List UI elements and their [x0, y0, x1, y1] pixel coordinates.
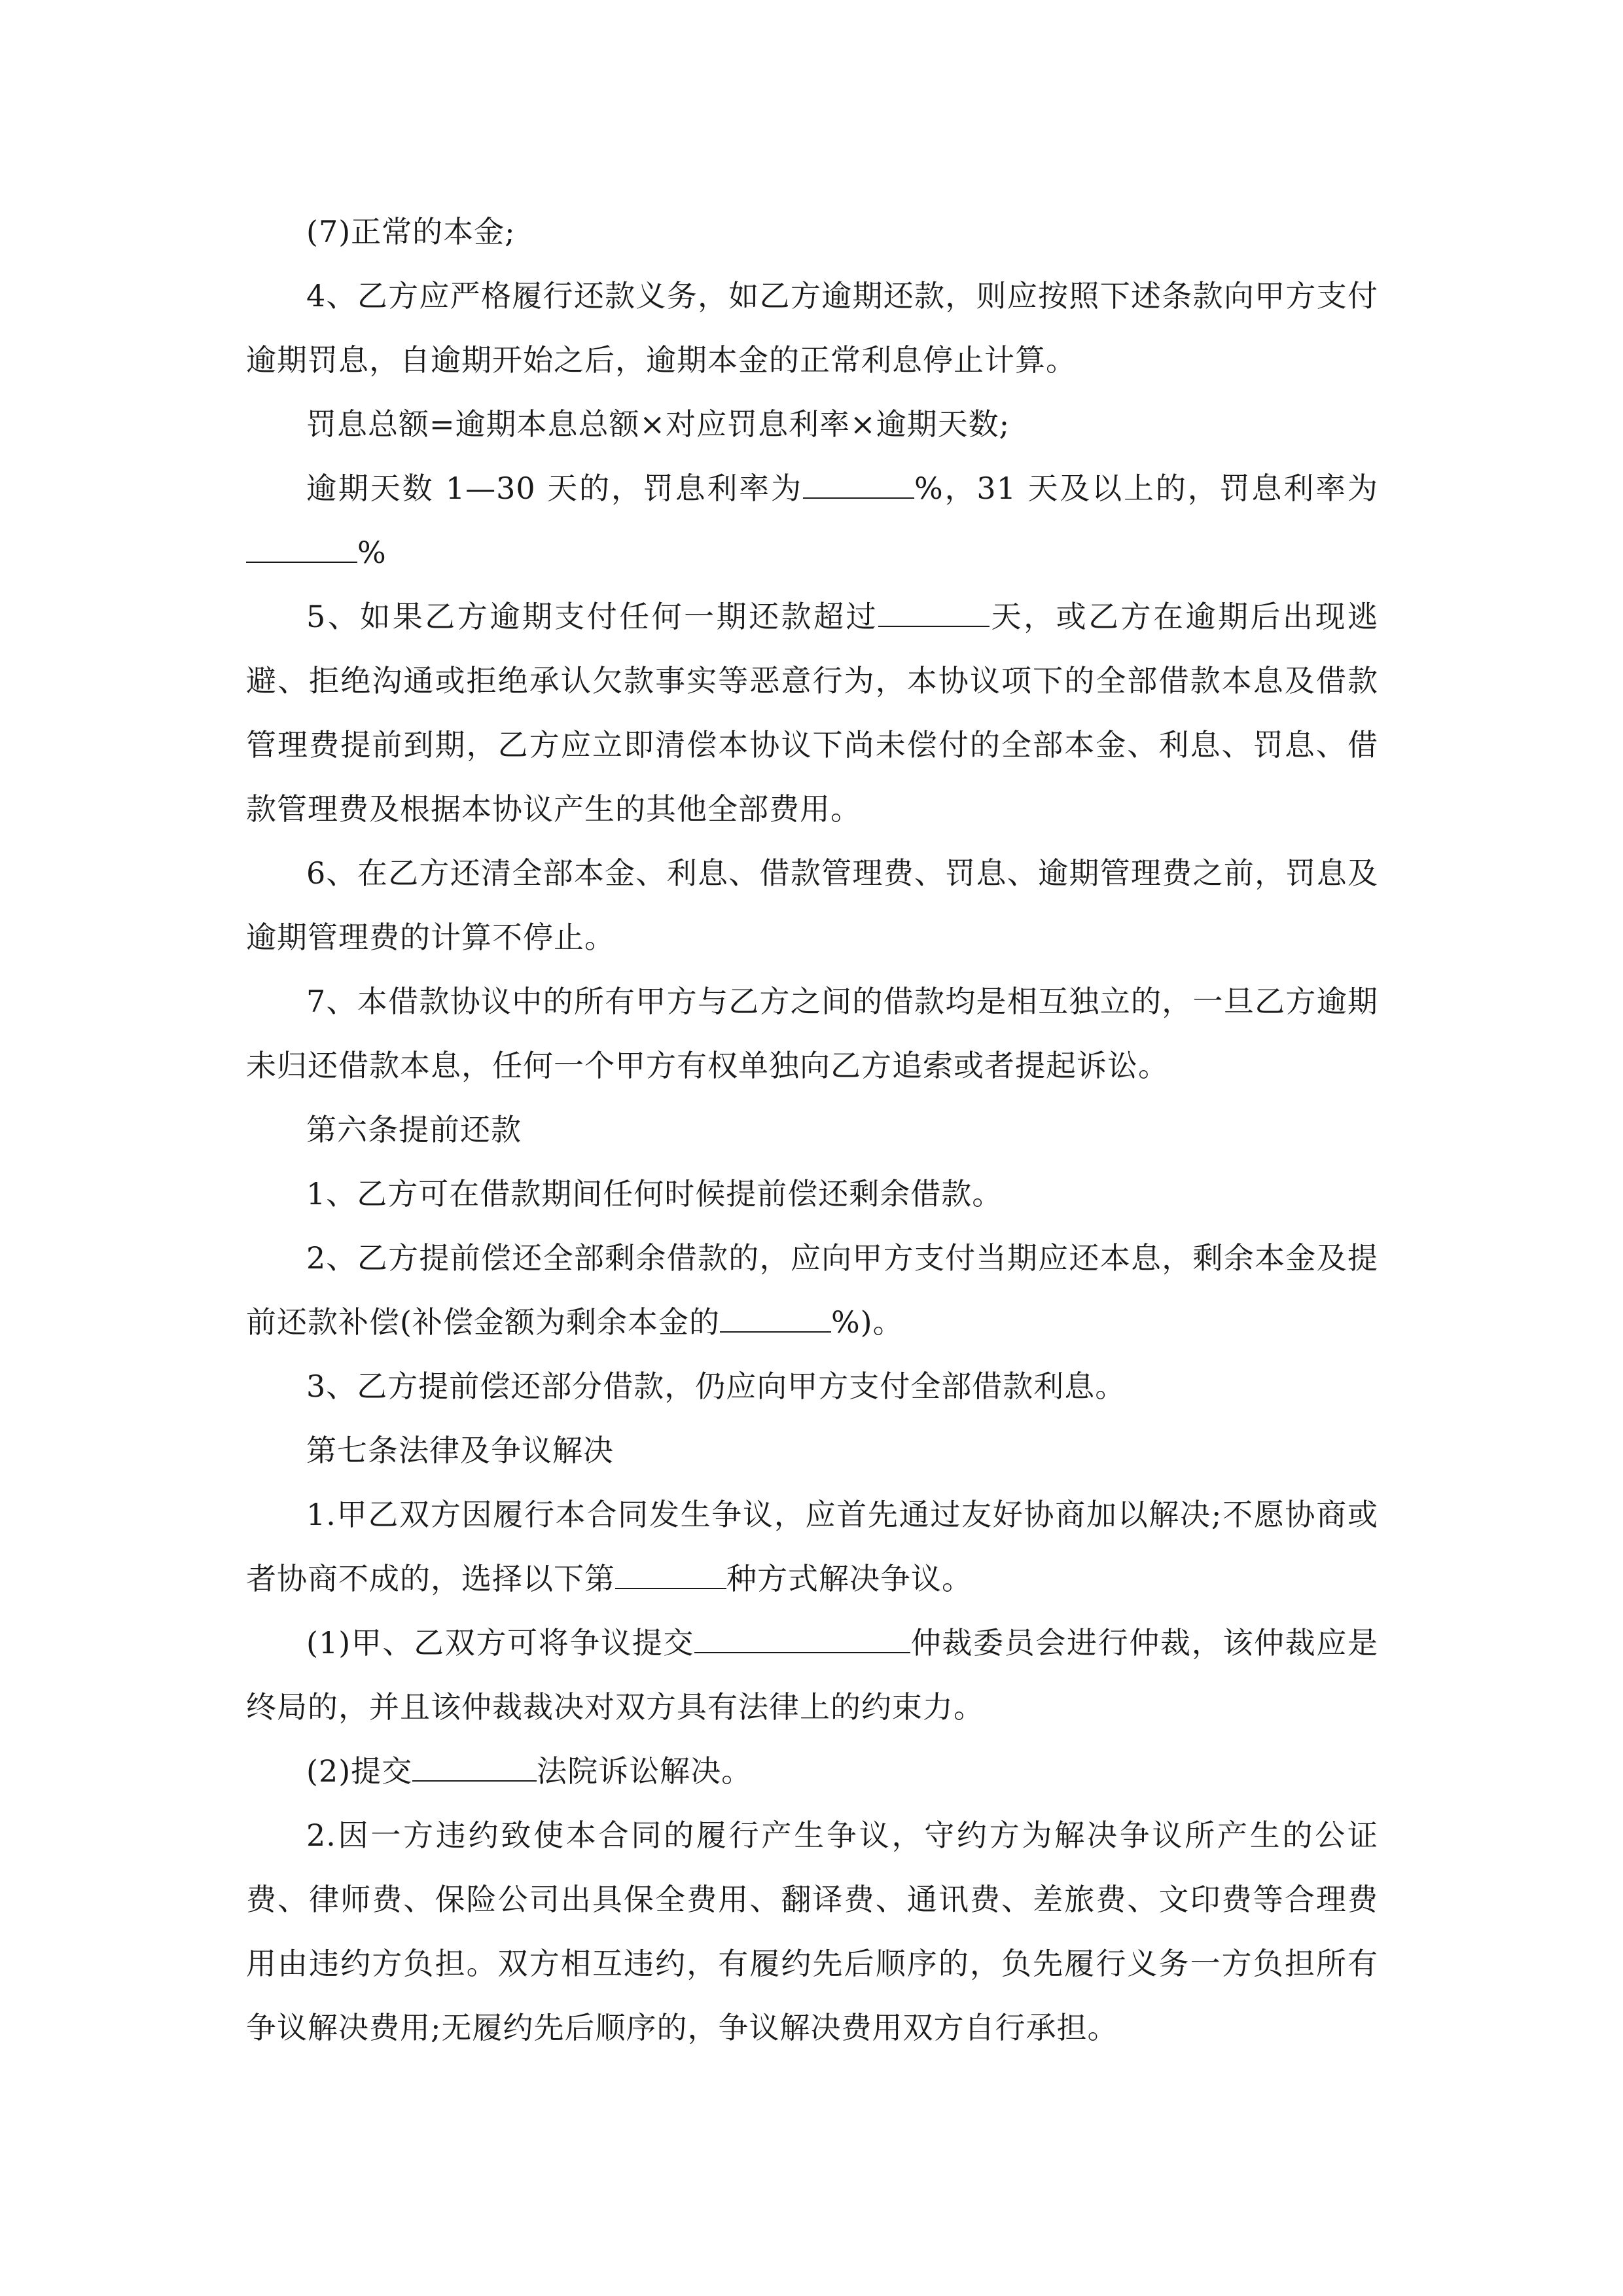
paragraph-repayment-obligation — [246, 264, 1378, 392]
paragraph-penalty-formula — [246, 392, 1378, 456]
paragraph-text: 仲裁委员会进行仲裁，该仲裁应是终局的，并且该仲裁裁决对双方具有法律上的约束力。 — [246, 1625, 1378, 1725]
paragraph-text: 天，或乙方在逾期后出现逃避、拒绝沟通或拒绝承认欠款事实等恶意行为，本协议项下的全部借款本息及借款管理费提前到期，乙方应立即清偿本协议下尚未偿付的全部本金、利息、罚息、借款管理费及根据本协议产生的其他全部费用。 — [246, 599, 1378, 827]
paragraph-text: 3、乙方提前偿还部分借款，仍应向甲方支付全部借款利息。 — [306, 1369, 1126, 1404]
paragraph-prepayment-allowed — [246, 1162, 1378, 1226]
paragraph-text: 1.甲乙双方因履行本合同发生争议，应首先通过友好协商加以解决;不愿协商或者协商不成的，选择以下第 — [246, 1497, 1378, 1596]
section-heading-dispute — [246, 1418, 1378, 1482]
paragraph-overdue-acceleration — [246, 584, 1378, 841]
fill-blank-rate-1[interactable] — [803, 463, 914, 499]
section-heading-prepayment — [246, 1098, 1378, 1162]
fill-blank-court[interactable] — [412, 1746, 537, 1782]
heading-text: 第七条法律及争议解决 — [306, 1433, 614, 1468]
fill-blank-compensation-rate[interactable] — [720, 1297, 831, 1333]
heading-text: 第六条提前还款 — [306, 1112, 522, 1147]
paragraph-text: 2、乙方提前偿还全部剩余借款的，应向甲方支付当期应还本息，剩余本金及提前还款补偿(补偿金额为剩余本金的 — [246, 1240, 1378, 1340]
fill-blank-method-number[interactable] — [615, 1554, 726, 1589]
paragraph-penalty-rate — [246, 456, 1378, 584]
fill-blank-days[interactable] — [878, 592, 990, 627]
paragraph-principal-item — [246, 200, 1378, 264]
paragraph-litigation — [246, 1739, 1378, 1803]
paragraph-text: 1、乙方可在借款期间任何时候提前偿还剩余借款。 — [306, 1176, 1003, 1211]
paragraph-text: 种方式解决争议。 — [726, 1561, 972, 1596]
fill-blank-rate-2[interactable] — [246, 528, 357, 563]
paragraph-text: 2.因一方违约致使本合同的履行产生争议，守约方为解决争议所产生的公证费、律师费、保险公司出具保全费用、翻译费、通讯费、差旅费、文印费等合理费用由违约方负担。双方相互违约，有履约先后顺序的，负先履行义务一方负担所有争议解决费用;无履约先后顺序的，争议解决费用双方自行承担。 — [246, 1818, 1378, 2045]
paragraph-text: 7、本借款协议中的所有甲方与乙方之间的借款均是相互独立的，一旦乙方逾期未归还借款本息，任何一个甲方有权单独向乙方追索或者提起诉讼。 — [246, 984, 1378, 1083]
paragraph-text: 逾期天数 1—30 天的，罚息利率为 — [306, 471, 804, 506]
paragraph-independent-loans — [246, 969, 1378, 1098]
fill-blank-arbitration-committee[interactable] — [694, 1618, 910, 1653]
paragraph-penalty-continues — [246, 841, 1378, 969]
paragraph-text: %)。 — [830, 1304, 904, 1340]
paragraph-text: (2)提交 — [306, 1753, 413, 1789]
paragraph-text: (7)正常的本金; — [306, 214, 516, 249]
paragraph-text: 4、乙方应严格履行还款义务，如乙方逾期还款，则应按照下述条款向甲方支付逾期罚息，自逾期开始之后，逾期本金的正常利息停止计算。 — [246, 278, 1378, 378]
paragraph-dispute-costs — [246, 1803, 1378, 2060]
paragraph-text: (1)甲、乙双方可将争议提交 — [306, 1625, 695, 1660]
paragraph-text: % — [357, 535, 387, 570]
paragraph-prepayment-partial — [246, 1354, 1378, 1418]
paragraph-text: %，31 天及以上的，罚息利率为 — [914, 471, 1378, 506]
paragraph-prepayment-full — [246, 1226, 1378, 1354]
paragraph-text: 5、如果乙方逾期支付任何一期还款超过 — [306, 599, 879, 634]
document-body — [246, 200, 1378, 2060]
paragraph-text: 6、在乙方还清全部本金、利息、借款管理费、罚息、逾期管理费之前，罚息及逾期管理费的计算不停止。 — [246, 855, 1378, 955]
paragraph-text: 法院诉讼解决。 — [537, 1753, 753, 1789]
paragraph-dispute-method — [246, 1482, 1378, 1611]
paragraph-arbitration — [246, 1611, 1378, 1739]
paragraph-text: 罚息总额=逾期本息总额×对应罚息利率×逾期天数; — [306, 406, 1010, 442]
